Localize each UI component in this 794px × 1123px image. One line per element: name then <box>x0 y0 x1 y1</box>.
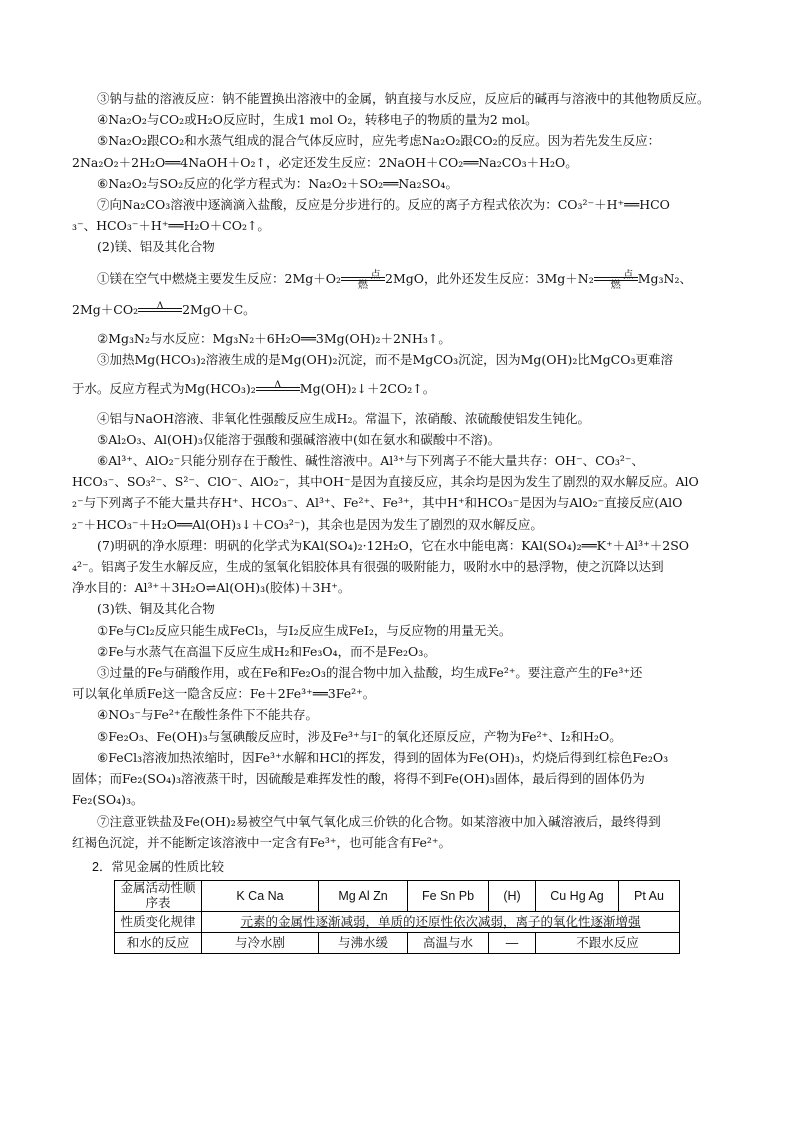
condition-label: 点燃 <box>358 269 381 291</box>
fe-point-6a: ⑥FeCl₃溶液加热浓缩时，因Fe³⁺水解和HCl的挥发，得到的固体为Fe(OH)₃，灼烧后得到红棕色Fe₂O₃ <box>97 749 669 765</box>
metal-group-cell: (H) <box>489 881 536 912</box>
mg1b-post: 2MgO＋C。 <box>182 301 256 317</box>
table-cell: 与沸水缓 <box>319 933 408 954</box>
al-point-5: ⑤Al₂O₃、Al(OH)₃仅能溶于强酸和强碱溶液中(如在氨水和碳酸中不溶)。 <box>97 431 501 447</box>
table-row <box>115 912 680 933</box>
mg-point-1a <box>72 268 724 289</box>
metal-group-cell: K Ca Na <box>202 881 319 912</box>
table-cell: — <box>489 933 536 954</box>
fe-point-7b: 红褐色沉淀，并不能断定该溶液中一定含有Fe³⁺，也可能含有Fe²⁺。 <box>72 834 451 850</box>
trend-cell <box>202 912 680 933</box>
table-row <box>115 881 680 912</box>
table-cell: 不跟水反应 <box>536 933 680 954</box>
mg3b-post: Mg(OH)₂↓＋2CO₂↑。 <box>299 381 436 397</box>
table-header-cell: 金属活动性顺序表 <box>115 881 202 912</box>
mg1a-post: Mg₃N₂、 <box>637 270 692 286</box>
mg3b-pre: 于水。反应方程式为Mg(HCO₃)₂ <box>72 381 256 397</box>
mg-point-3b <box>72 378 724 399</box>
fe-point-3b: 可以氧化单质Fe这一隐含反应：Fe＋2Fe³⁺══3Fe²⁺。 <box>72 686 376 702</box>
table-header-cell: 和水的反应 <box>115 933 202 954</box>
metal-group-cell: Mg Al Zn <box>319 881 408 912</box>
al-point-6a: ⑥Al³⁺、AlO₂⁻只能分别存在于酸性、碱性溶液中。Al³⁺与下列离子不能大量共存：OH⁻、CO₃²⁻、 <box>97 453 645 469</box>
al-point-7b: ₄²⁻。铝离子发生水解反应，生成的氢氧化铝胶体具有很强的吸附能力，吸附水中的悬浮物，使之沉降以达到 <box>72 559 664 575</box>
al-point-6c: ₂⁻与下列离子不能大量共存H⁺、HCO₃⁻、Al³⁺、Fe²⁺、Fe³⁺，其中H⁺和HCO₃⁻是因为与AlO₂⁻直接反应(AlO <box>72 495 683 511</box>
na-point-5a: ⑤Na₂O₂跟CO₂和水蒸气组成的混合气体反应时，应先考虑Na₂O₂跟CO₂的反应。因为若先发生反应： <box>97 133 661 149</box>
mg1a-pre: ①镁在空气中燃烧主要发生反应：2Mg＋O₂ <box>97 270 342 286</box>
na-point-5b: 2Na₂O₂＋2H₂O══4NaOH＋O₂↑，必定还发生反应：2NaOH＋CO₂══Na₂CO₃＋H₂O。 <box>72 154 578 170</box>
section-2-title: 2．常见金属的性质比较 <box>92 859 224 874</box>
al-point-6b: HCO₃⁻、SO₃²⁻、S²⁻、ClO⁻、AlO₂⁻，其中OH⁻是因为直接反应，其余均是因为发生了剧烈的双水解反应。AlO <box>72 474 699 490</box>
fe-point-6b: 固体；而Fe₂(SO₄)₃溶液蒸干时，因硫酸是难挥发性的酸，将得不到Fe(OH)₃固体，最后得到的固体仍为 <box>72 771 645 787</box>
metal-group-cell: Cu Hg Ag <box>536 881 619 912</box>
section-fe-cu: (3)铁、铜及其化合物 <box>97 601 215 617</box>
document-body <box>72 88 724 954</box>
fe-point-2: ②Fe与水蒸气在高温下反应生成H₂和Fe₃O₄，而不是Fe₂O₃。 <box>97 643 436 659</box>
condition-label: 点燃 <box>610 269 634 291</box>
na-point-4: ④Na₂O₂与CO₂或H₂O反应时，生成1 mol O₂，转移电子的物质的量为2 mol。 <box>97 112 538 128</box>
fe-point-7a: ⑦注意亚铁盐及Fe(OH)₂易被空气中氧气氧化成三价铁的化合物。如某溶液中加入碱溶液后，最终得到 <box>97 813 661 829</box>
na-point-7b: ₃⁻、HCO₃⁻＋H⁺══H₂O＋CO₂↑。 <box>72 218 270 234</box>
na-point-6: ⑥Na₂O₂与SO₂反应的化学方程式为：Na₂O₂＋SO₂══Na₂SO₄。 <box>97 175 458 191</box>
al-point-7a: (7)明矾的净水原理：明矾的化学式为KAl(SO₄)₂·12H₂O，它在水中能电离：KAl(SO₄)₂══K⁺＋Al³⁺＋2SO <box>97 537 690 553</box>
metal-group-cell: Fe Sn Pb <box>408 881 489 912</box>
condition-label: Δ <box>274 380 282 392</box>
fe-point-3a: ③过量的Fe与硝酸作用，或在Fe和Fe₂O₃的混合物中加入盐酸，均生成Fe²⁺。要注意产生的Fe³⁺还 <box>97 665 643 681</box>
al-point-6d: ₂⁻＋HCO₃⁻＋H₂O══Al(OH)₃↓＋CO₃²⁻)，其余也是因为发生了剧烈的双水解反应。 <box>72 516 543 532</box>
trend-text: 元素的金属性逐渐减弱，单质的还原性依次减弱，离子的氧化性逐渐增强 <box>240 914 641 929</box>
mg-point-1b <box>72 299 724 320</box>
metal-properties-table <box>114 880 680 954</box>
section-mg-al: (2)镁、铝及其化合物 <box>97 239 215 255</box>
fe-point-6c: Fe₂(SO₄)₃。 <box>72 792 144 808</box>
table-row <box>115 933 680 954</box>
mg1a-mid: 2MgO，此外还发生反应：3Mg＋N₂ <box>385 270 594 286</box>
table-header-cell: 性质变化规律 <box>115 912 202 933</box>
mg-point-3a: ③加热Mg(HCO₃)₂溶液生成的是Mg(OH)₂沉淀，而不是MgCO₃沉淀，因为Mg(OH)₂比MgCO₃更难溶 <box>97 352 673 368</box>
fe-point-5: ⑤Fe₂O₃、Fe(OH)₃与氢碘酸反应时，涉及Fe³⁺与I⁻的氧化还原反应，产物为Fe²⁺、I₂和H₂O。 <box>97 728 622 744</box>
na-point-3: ③钠与盐的溶液反应：钠不能置换出溶液中的金属，钠直接与水反应，反应后的碱再与溶液中的其他物质反应。 <box>97 91 710 106</box>
fe-point-4: ④NO₃⁻与Fe²⁺在酸性条件下不能共存。 <box>97 707 318 723</box>
al-point-4: ④铝与NaOH溶液、非氧化性强酸反应生成H₂。常温下，浓硝酸、浓硫酸使铝发生钝化。 <box>97 410 590 426</box>
fe-point-1: ①Fe与Cl₂反应只能生成FeCl₃，与I₂反应生成FeI₂，与反应物的用量无关。 <box>97 622 512 638</box>
mg-point-2: ②Mg₃N₂与水反应：Mg₃N₂＋6H₂O══3Mg(OH)₂＋2NH₃↑。 <box>97 331 451 347</box>
table-cell: 与冷水剧 <box>202 933 319 954</box>
mg1b-pre: 2Mg＋CO₂ <box>72 301 139 317</box>
metal-group-cell: Pt Au <box>619 881 680 912</box>
condition-label: Δ <box>156 300 164 312</box>
na-point-7a: ⑦向Na₂CO₃溶液中逐滴滴入盐酸，反应是分步进行的。反应的离子方程式依次为：CO₃²⁻＋H⁺══HCO <box>97 197 670 213</box>
al-point-7c: 净水目的：Al³⁺＋3H₂O⇌Al(OH)₃(胶体)＋3H⁺。 <box>72 580 351 596</box>
table-cell: 高温与水 <box>408 933 489 954</box>
